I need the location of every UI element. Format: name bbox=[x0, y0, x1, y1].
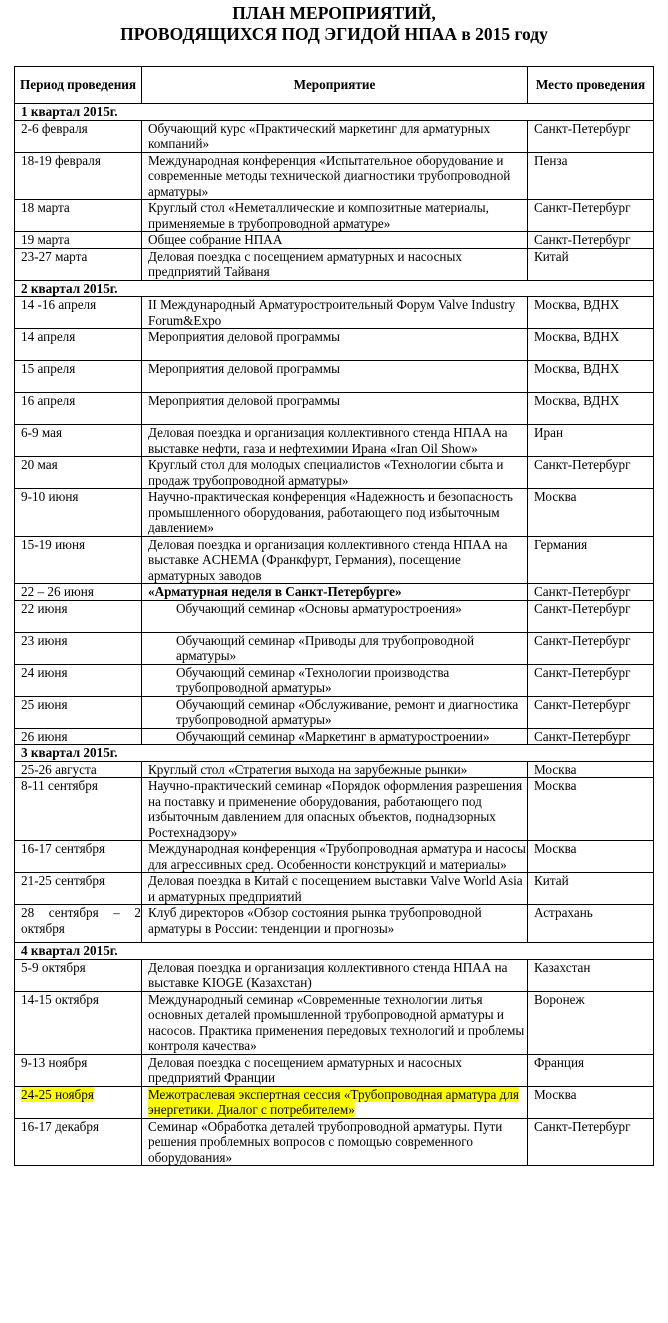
table-body bbox=[15, 104, 654, 1166]
event-period: 18-19 февраля bbox=[15, 152, 142, 200]
event-title-text: Мероприятия деловой программы bbox=[148, 393, 341, 408]
event-period: 6-9 мая bbox=[15, 425, 142, 457]
event-period: 23-27 марта bbox=[15, 248, 142, 280]
event-title bbox=[142, 841, 528, 873]
event-row bbox=[15, 120, 654, 152]
event-place: Санкт-Петербург bbox=[528, 696, 654, 728]
event-place: Москва, ВДНХ bbox=[528, 393, 654, 425]
header-event: Мероприятие bbox=[142, 67, 528, 104]
event-title-text: Обучающий курс «Практический маркетинг для арматурных компаний» bbox=[148, 120, 491, 151]
event-row bbox=[15, 632, 654, 664]
event-title-text: Международный семинар «Современные технологии литья основных деталей промышленной трубопроводной арматуры и насосов. Практика применения передовых технологий и проблемы контроля качества» bbox=[148, 991, 525, 1053]
event-title bbox=[142, 457, 528, 489]
event-title-text: Семинар «Обработка деталей трубопроводной арматуры. Пути решения проблемных вопросов с помощью современного оборудования» bbox=[148, 1118, 503, 1165]
event-title-text: Деловая поездка в Китай с посещением выставки Valve World Asia и арматурных предприятий bbox=[148, 873, 523, 904]
event-period: 22 июня bbox=[15, 600, 142, 632]
event-period bbox=[15, 1086, 142, 1118]
event-period: 22 – 26 июня bbox=[15, 584, 142, 601]
event-place: Москва, ВДНХ bbox=[528, 361, 654, 393]
event-title-text: Мероприятия деловой программы bbox=[148, 361, 341, 376]
event-place: Санкт-Петербург bbox=[528, 200, 654, 232]
event-row bbox=[15, 664, 654, 696]
event-title-text: Деловая поездка с посещением арматурных и насосных предприятий Тайваня bbox=[148, 248, 462, 279]
event-title bbox=[142, 905, 528, 943]
event-title bbox=[142, 584, 528, 601]
event-place: Астрахань bbox=[528, 905, 654, 943]
event-title bbox=[142, 959, 528, 991]
quarter-row bbox=[15, 745, 654, 762]
event-title bbox=[142, 761, 528, 778]
event-period: 28 сентября – 2 октября bbox=[15, 905, 142, 943]
event-place: Китай bbox=[528, 248, 654, 280]
event-place: Иран bbox=[528, 425, 654, 457]
event-place: Санкт-Петербург bbox=[528, 632, 654, 664]
event-title bbox=[142, 489, 528, 537]
event-period: 26 июня bbox=[15, 728, 142, 745]
event-place: Казахстан bbox=[528, 959, 654, 991]
event-title-text: Межотраслевая экспертная сессия «Трубопроводная арматура для энергетики. Диалог с потребителем» bbox=[148, 1086, 519, 1117]
event-title-text: II Международный Арматуростроительный Форум Valve Industry Forum&Expo bbox=[148, 297, 516, 328]
event-period: 20 мая bbox=[15, 457, 142, 489]
events-table bbox=[14, 66, 654, 1166]
event-period: 16-17 сентября bbox=[15, 841, 142, 873]
event-row bbox=[15, 361, 654, 393]
quarter-row bbox=[15, 104, 654, 121]
event-title bbox=[142, 361, 528, 393]
event-period: 25-26 августа bbox=[15, 761, 142, 778]
event-title-text: Деловая поездка и организация коллективного стенда НПАА на выставке нефти, газа и нефтехимии Ирана «Iran Oil Show» bbox=[148, 425, 508, 456]
event-row bbox=[15, 1118, 654, 1166]
event-place: Санкт-Петербург bbox=[528, 120, 654, 152]
event-period: 15 апреля bbox=[15, 361, 142, 393]
event-place: Франция bbox=[528, 1054, 654, 1086]
event-place: Санкт-Петербург bbox=[528, 728, 654, 745]
event-place: Москва bbox=[528, 761, 654, 778]
event-title bbox=[142, 991, 528, 1054]
event-row bbox=[15, 873, 654, 905]
event-place: Санкт-Петербург bbox=[528, 584, 654, 601]
header-period: Период проведения bbox=[15, 67, 142, 104]
event-period: 14 -16 апреля bbox=[15, 297, 142, 329]
event-title bbox=[142, 1054, 528, 1086]
event-place: Санкт-Петербург bbox=[528, 600, 654, 632]
event-title bbox=[142, 778, 528, 841]
event-period: 9-13 ноября bbox=[15, 1054, 142, 1086]
event-period: 18 марта bbox=[15, 200, 142, 232]
header-place: Место проведения bbox=[528, 67, 654, 104]
event-period: 25 июня bbox=[15, 696, 142, 728]
event-title bbox=[142, 297, 528, 329]
event-title-text: «Арматурная неделя в Санкт-Петербурге» bbox=[148, 584, 402, 599]
event-period: 14-15 октября bbox=[15, 991, 142, 1054]
event-place: Санкт-Петербург bbox=[528, 457, 654, 489]
event-place: Москва, ВДНХ bbox=[528, 297, 654, 329]
event-period: 5-9 октября bbox=[15, 959, 142, 991]
event-place: Санкт-Петербург bbox=[528, 1118, 654, 1166]
event-row bbox=[15, 959, 654, 991]
event-title-text: Обучающий семинар «Приводы для трубопроводной арматуры» bbox=[176, 632, 475, 663]
event-place: Москва bbox=[528, 778, 654, 841]
event-title-text: Обучающий семинар «Основы арматуростроения» bbox=[176, 600, 462, 616]
event-period-text: 24-25 ноября bbox=[21, 1086, 94, 1102]
event-row bbox=[15, 489, 654, 537]
event-title bbox=[142, 873, 528, 905]
event-period: 16-17 декабря bbox=[15, 1118, 142, 1166]
document-title bbox=[0, 3, 668, 45]
event-period: 15-19 июня bbox=[15, 536, 142, 584]
event-title-text: Деловая поездка с посещением арматурных и насосных предприятий Франции bbox=[148, 1054, 462, 1085]
event-row bbox=[15, 696, 654, 728]
event-row bbox=[15, 991, 654, 1054]
event-title-text: Круглый стол для молодых специалистов «Технологии сбыта и продаж трубопроводной арматуры» bbox=[148, 457, 504, 488]
quarter-label: 1 квартал 2015г. bbox=[15, 104, 654, 121]
table-header-row bbox=[15, 67, 654, 104]
event-place: Москва bbox=[528, 489, 654, 537]
event-row bbox=[15, 905, 654, 943]
event-row bbox=[15, 778, 654, 841]
event-place: Москва bbox=[528, 841, 654, 873]
title-line-1: ПЛАН МЕРОПРИЯТИЙ, bbox=[232, 3, 436, 23]
event-period: 8-11 сентября bbox=[15, 778, 142, 841]
event-row bbox=[15, 584, 654, 601]
event-row bbox=[15, 232, 654, 249]
event-period: 24 июня bbox=[15, 664, 142, 696]
event-title-text: Круглый стол «Стратегия выхода на зарубежные рынки» bbox=[148, 761, 468, 777]
event-title bbox=[142, 1086, 528, 1118]
event-title-text: Деловая поездка и организация коллективного стенда НПАА на выставке ACHEMA (Франкфурт, Германия), посещение арматурных заводов bbox=[148, 536, 508, 583]
event-title-text: Научно-практический семинар «Порядок оформления разрешения на поставку и применение оборудования, работающего под избыточным давлением для опасных объектов, поднадзорных Ростехнадзору» bbox=[148, 778, 523, 840]
event-row bbox=[15, 393, 654, 425]
quarter-label: 2 квартал 2015г. bbox=[15, 280, 654, 297]
event-row bbox=[15, 152, 654, 200]
title-line-2: ПРОВОДЯЩИХСЯ ПОД ЭГИДОЙ НПАА в 2015 году bbox=[120, 24, 548, 44]
event-title bbox=[142, 425, 528, 457]
event-row bbox=[15, 841, 654, 873]
event-title-text: Мероприятия деловой программы bbox=[148, 329, 341, 344]
event-title bbox=[142, 232, 528, 249]
event-title bbox=[142, 664, 528, 696]
quarter-label: 3 квартал 2015г. bbox=[15, 745, 654, 762]
event-place: Санкт-Петербург bbox=[528, 664, 654, 696]
quarter-row bbox=[15, 280, 654, 297]
event-title bbox=[142, 728, 528, 745]
event-row bbox=[15, 728, 654, 745]
event-row bbox=[15, 600, 654, 632]
event-row bbox=[15, 329, 654, 361]
event-period: 23 июня bbox=[15, 632, 142, 664]
event-title-text: Обучающий семинар «Маркетинг в арматуростроении» bbox=[176, 728, 490, 744]
event-row bbox=[15, 1086, 654, 1118]
event-title-text: Деловая поездка и организация коллективного стенда НПАА на выставке KIOGE (Казахстан) bbox=[148, 959, 508, 990]
event-row bbox=[15, 248, 654, 280]
event-title bbox=[142, 536, 528, 584]
event-place: Китай bbox=[528, 873, 654, 905]
quarter-row bbox=[15, 943, 654, 960]
event-row bbox=[15, 457, 654, 489]
event-title bbox=[142, 393, 528, 425]
event-row bbox=[15, 761, 654, 778]
event-title bbox=[142, 152, 528, 200]
event-period: 16 апреля bbox=[15, 393, 142, 425]
event-period: 21-25 сентября bbox=[15, 873, 142, 905]
event-period: 2-6 февраля bbox=[15, 120, 142, 152]
event-title-text: Научно-практическая конференция «Надежность и безопасность промышленного оборудования, работающего под избыточным давлением» bbox=[148, 489, 513, 535]
event-row bbox=[15, 1054, 654, 1086]
event-title-text: Международная конференция «Трубопроводная арматура и насосы для агрессивных сред. Особенности конструкций и материалы» bbox=[148, 841, 526, 872]
event-title bbox=[142, 632, 528, 664]
event-title bbox=[142, 600, 528, 632]
event-title bbox=[142, 1118, 528, 1166]
event-title-text: Клуб директоров «Обзор состояния рынка трубопроводной арматуры в России: тенденции и прогнозы» bbox=[148, 905, 482, 936]
event-title bbox=[142, 200, 528, 232]
event-title bbox=[142, 120, 528, 152]
event-period: 19 марта bbox=[15, 232, 142, 249]
event-title-text: Общее собрание НПАА bbox=[148, 232, 283, 247]
event-row bbox=[15, 200, 654, 232]
event-row bbox=[15, 536, 654, 584]
event-place: Москва bbox=[528, 1086, 654, 1118]
event-period: 14 апреля bbox=[15, 329, 142, 361]
event-place: Москва, ВДНХ bbox=[528, 329, 654, 361]
event-place: Воронеж bbox=[528, 991, 654, 1054]
event-place: Пенза bbox=[528, 152, 654, 200]
event-place: Санкт-Петербург bbox=[528, 232, 654, 249]
event-title bbox=[142, 696, 528, 728]
quarter-label: 4 квартал 2015г. bbox=[15, 943, 654, 960]
event-title-text: Круглый стол «Неметаллические и композитные материалы, применяемые в трубопроводной арматуре» bbox=[148, 200, 489, 231]
event-title bbox=[142, 248, 528, 280]
event-title-text: Обучающий семинар «Обслуживание, ремонт и диагностика трубопроводной арматуры» bbox=[176, 696, 519, 727]
event-place: Германия bbox=[528, 536, 654, 584]
event-row bbox=[15, 297, 654, 329]
event-period: 9-10 июня bbox=[15, 489, 142, 537]
event-title-text: Международная конференция «Испытательное оборудование и современные методы технической диагностики трубопроводной арматуры» bbox=[148, 152, 511, 199]
event-title bbox=[142, 329, 528, 361]
event-row bbox=[15, 425, 654, 457]
event-title-text: Обучающий семинар «Технологии производства трубопроводной арматуры» bbox=[176, 664, 450, 695]
